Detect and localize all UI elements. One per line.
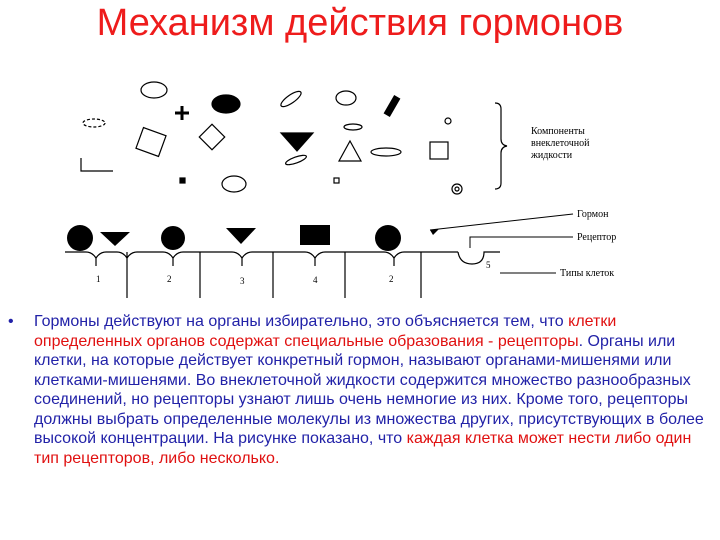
label-components-line1: Компоненты	[531, 126, 585, 137]
molecule-dashed-ellipse	[83, 119, 105, 127]
hormone-circle-3	[375, 225, 401, 251]
molecule-filled-ellipse	[212, 95, 240, 113]
cell-number-3: 3	[240, 276, 245, 286]
molecule-small-open-square	[334, 178, 339, 183]
cell-number-4: 4	[313, 275, 318, 285]
molecule-dot	[445, 118, 451, 124]
bullet: •	[8, 313, 14, 330]
receptor-pointer-line	[470, 237, 573, 248]
cell-number-2: 2	[167, 274, 172, 284]
cell-number-6: 5	[486, 260, 491, 270]
molecule-ellipse-2	[285, 153, 308, 166]
molecule-ellipse-3	[222, 176, 246, 192]
cell-number-5: 2	[389, 274, 394, 284]
molecule-small-square	[180, 178, 185, 183]
membrane-receptor-cup	[458, 252, 500, 264]
slide-title: Механизм действия гормонов	[96, 2, 624, 44]
label-components-line3: жидкости	[531, 150, 573, 161]
molecule-triangle	[281, 133, 313, 151]
text-part-1: Гормоны действуют на органы избирательно, это объясняется тем, что	[34, 313, 564, 330]
extracellular-molecules	[81, 82, 462, 194]
text-part-2-highlight: клетки определенных органов содержат специальные образования - рецепторы	[34, 313, 617, 350]
molecule-open-triangle	[339, 141, 361, 161]
molecule-spiral	[452, 184, 462, 194]
label-components-line2: внеклеточной	[531, 138, 590, 149]
molecule-cross	[175, 106, 189, 120]
molecule-spiral-core	[455, 187, 459, 191]
molecule-small-ellipse	[336, 91, 356, 105]
text-part-4-highlight: каждая клетка может нести либо один тип рецепторов, либо несколько.	[34, 430, 692, 467]
label-hormone: Гормон	[577, 209, 609, 220]
label-cell-types: Типы клеток	[560, 268, 615, 279]
receptor-stems	[96, 258, 394, 266]
molecule-square	[136, 128, 166, 157]
components-bracket	[495, 103, 507, 189]
molecule-open-square	[430, 142, 448, 159]
hormone-pointer-line	[430, 214, 573, 230]
molecule-bracket	[81, 158, 113, 171]
hormone-square	[300, 225, 330, 245]
membrane-line	[65, 252, 458, 258]
molecule-long-ellipse	[371, 148, 401, 156]
hormone-pointer-arrow	[430, 229, 439, 235]
molecule-tiny-ellipse	[344, 124, 362, 130]
molecule-diamond	[199, 124, 224, 149]
molecule-bar	[384, 96, 399, 116]
cell-membrane	[65, 252, 500, 298]
label-receptor: Рецептор	[577, 232, 617, 243]
body-text	[8, 312, 712, 468]
hormone-circle-1	[67, 225, 93, 251]
hormone-triangle-1	[100, 232, 130, 246]
bound-hormones	[67, 225, 401, 251]
hormone-triangle-2	[226, 228, 256, 244]
hormone-circle-2	[161, 226, 185, 250]
paragraph	[34, 312, 712, 468]
text-part-3: . Органы или клетки, на которые действует конкретный гормон, называют органами-мишенями или клетками-мишенями. Во внеклеточной жидкости содержится множество разнообразных соединений, но рецепторы узнают лишь очень немногие из них. Кроме того, рецепторы должны выбрать определенные молекулы из множества других, присутствующих в более высокой концентрации. На рисунке показано, что	[34, 332, 704, 447]
molecule-ellipse	[141, 82, 167, 98]
cell-number-1: 1	[96, 274, 101, 284]
molecule-thin-ellipse	[279, 89, 303, 109]
